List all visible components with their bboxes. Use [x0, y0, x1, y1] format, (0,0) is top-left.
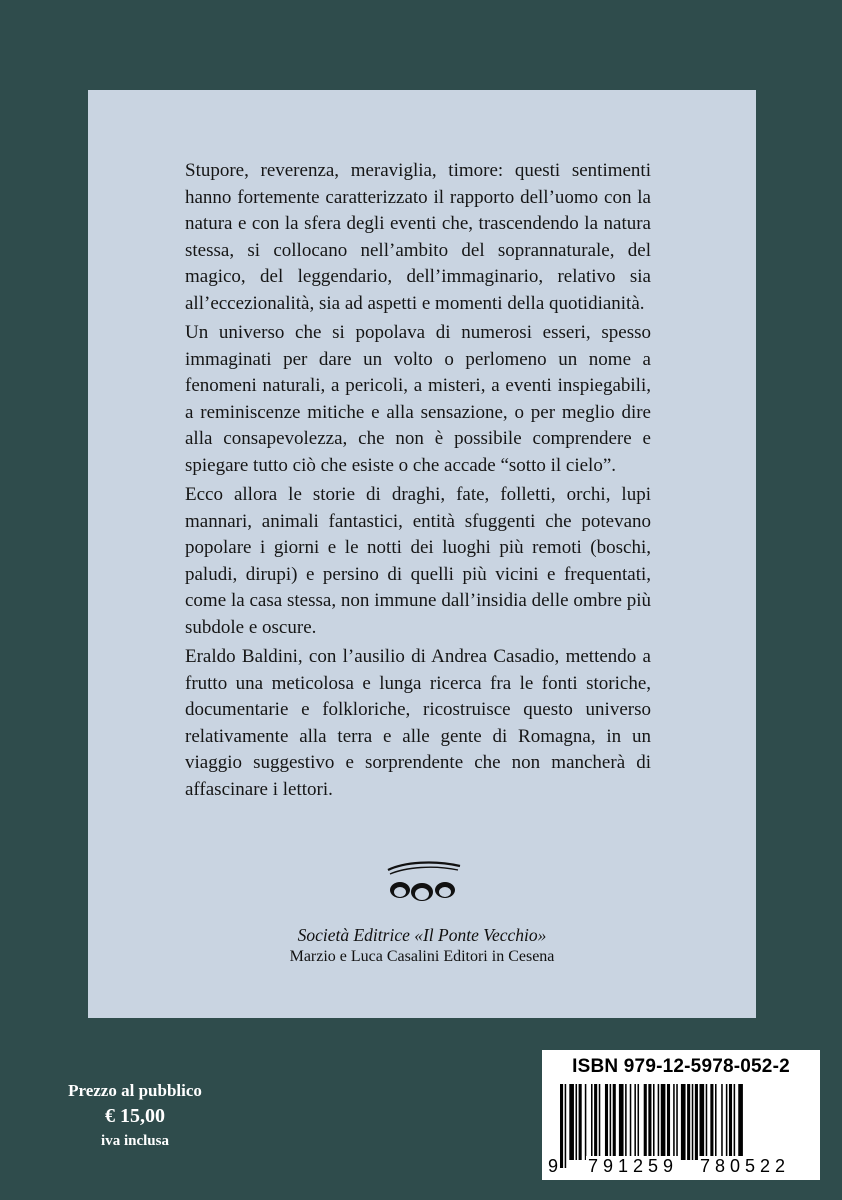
barcode-bar: [599, 1084, 601, 1160]
price-amount: € 15,00: [105, 1105, 165, 1127]
barcode-digit-group-1: 791259: [588, 1156, 679, 1176]
barcode-bar: [585, 1084, 587, 1160]
price-note: iva inclusa: [101, 1133, 169, 1149]
blurb-paragraph-2: Un universo che si popolava di numerosi esseri, spesso immaginati per dare un volto o perlomeno un nome a fenomeni naturali, a pericoli, a misteri, a eventi inspiegabili, a reminiscenze mitiche e alla sensazione, o per meglio dire alla consapevolezza, che non è possibile comprendere e spiegare tutto ciò che esiste o che accade “sotto il cielo”.: [185, 322, 651, 476]
barcode-bar: [576, 1084, 578, 1160]
barcode-bar: [594, 1084, 597, 1160]
barcode-bar: [565, 1084, 567, 1168]
barcode-bar: [681, 1084, 686, 1160]
barcode-bar: [560, 1084, 563, 1168]
blurb-panel: [88, 90, 756, 1018]
barcode-bar: [700, 1084, 705, 1160]
barcode-bar: [644, 1084, 647, 1160]
barcode-bar: [729, 1084, 732, 1160]
barcode-bar: [634, 1084, 636, 1160]
barcode-bar: [648, 1084, 651, 1160]
barcode-bar: [630, 1084, 632, 1160]
barcode-bar: [579, 1084, 582, 1160]
barcode-bar: [613, 1084, 616, 1160]
blurb-paragraph-4: Eraldo Baldini, con l’ausilio di Andrea Casadio, mettendo a frutto una meticolosa e lunga ricerca fra le fonti storiche, documentarie e folkloriche, ricostruisce questo universo relativamente alla terra e alle gente di Romagna, in un viaggio suggestivo e sorprendente che non mancherà di affascinare i lettori.: [185, 646, 651, 800]
barcode-bar: [715, 1084, 717, 1160]
barcode-bar: [591, 1084, 593, 1160]
barcode-bar: [605, 1084, 608, 1160]
blurb-text: [185, 158, 651, 806]
price-block: [60, 1078, 210, 1152]
barcode-bar: [726, 1084, 728, 1160]
blurb-paragraph-3: Ecco allora le storie di draghi, fate, folletti, orchi, lupi mannari, animali fantastici, entità sfuggenti che potevano popolare i giorni e le notti dei luoghi più remoti (boschi, paludi, dirupi) e persino di quelli più vicini e frequentati, come la casa stessa, non immune dall’insidia delle ombre più subdole e oscure.: [185, 484, 651, 638]
barcode-bar: [734, 1084, 736, 1160]
barcode-bar: [625, 1084, 627, 1160]
barcode-bar: [676, 1084, 678, 1160]
barcode-bar: [619, 1084, 624, 1160]
barcode-bar: [706, 1084, 708, 1160]
barcode-digit-first: 9: [548, 1156, 559, 1176]
publisher-block: [88, 924, 756, 968]
blurb-paragraph-1: Stupore, reverenza, meraviglia, timore: questi sentimenti hanno fortemente caratterizzato il rapporto dell’uomo con la natura e con la sfera degli eventi che, trascendendo la natura stessa, si collocano nell’ambito del soprannaturale, del magico, del leggendario, dell’immaginario, relativo sia all’eccezionalità, sia ad aspetti e momenti della quotidianità.: [185, 160, 651, 314]
barcode-bar: [610, 1084, 612, 1160]
barcode-box: [542, 1050, 820, 1180]
barcode-bar: [667, 1084, 670, 1160]
barcode-bar: [569, 1084, 574, 1160]
barcode-bar: [638, 1084, 640, 1160]
barcode-bar: [692, 1084, 694, 1160]
publisher-subtitle: Marzio e Luca Casalini Editori in Cesena: [289, 948, 555, 965]
bridge-arches-logo-icon: [384, 860, 464, 908]
publisher-name: Società Editrice «Il Ponte Vecchio»: [297, 925, 547, 945]
barcode-bar: [661, 1084, 666, 1160]
barcode-digit-group-2: 780522: [700, 1156, 791, 1176]
barcode-bar: [721, 1084, 723, 1160]
barcode-bar: [695, 1084, 698, 1160]
barcode-bar: [673, 1084, 675, 1160]
isbn-text: ISBN 979-12-5978-052-2: [572, 1056, 790, 1077]
barcode-bar: [710, 1084, 713, 1160]
barcode-bar: [687, 1084, 690, 1160]
price-label: Prezzo al pubblico: [68, 1081, 202, 1100]
